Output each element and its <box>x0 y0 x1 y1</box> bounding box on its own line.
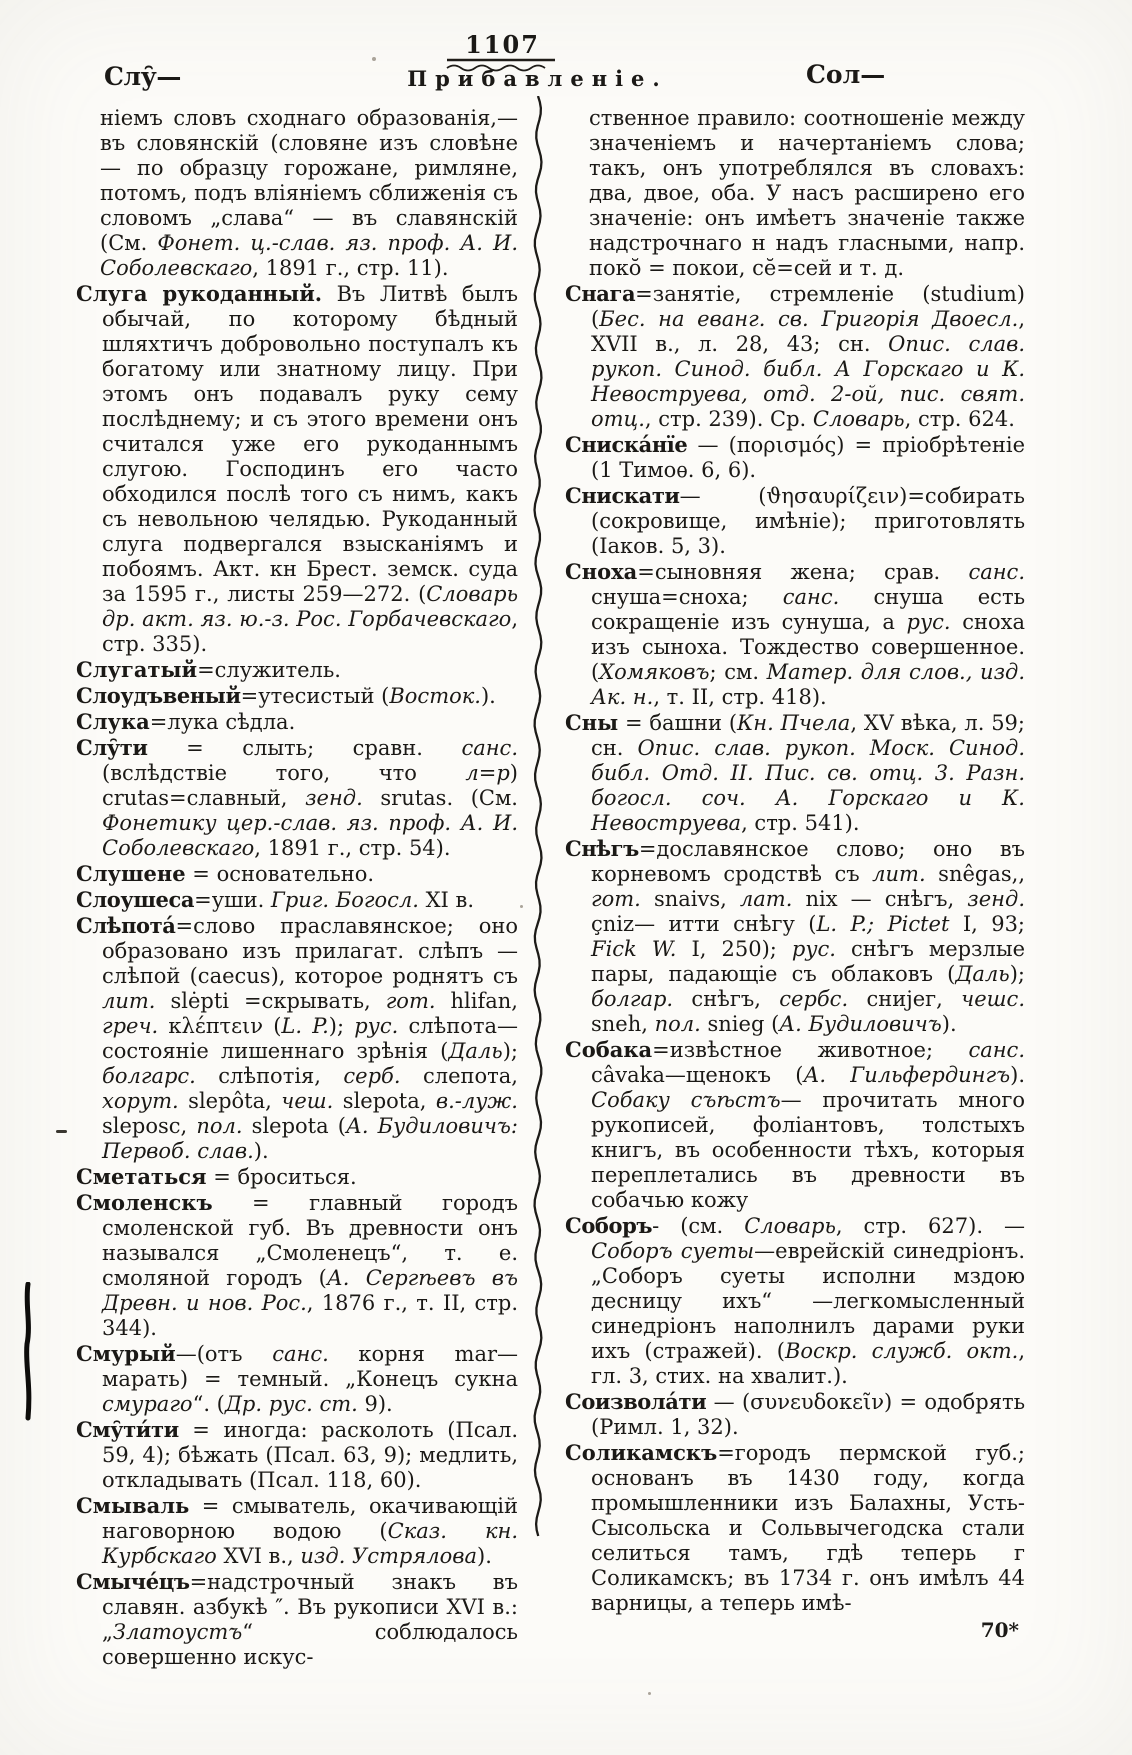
entry-text: =слово праславянское; оно образовано изъ прилагат. слѣпъ — слѣпой (caecus), которое роднятъ съ <box>102 914 518 988</box>
entry-citation: А. Гильфердингъ <box>803 1063 1011 1087</box>
entry-text: ) = пріобрѣтеніе (1 Тимоѳ. 6, 6). <box>591 433 1025 482</box>
entry-text: , 1891 г., стр. 11). <box>252 256 449 280</box>
entry-citation: Восток. <box>389 684 481 708</box>
entry-citation: рус. <box>906 610 951 634</box>
entry-text: , стр. 335). <box>102 607 518 656</box>
entry-text: snieg ( <box>700 1012 780 1036</box>
entry-text: , стр. 541). <box>741 811 860 835</box>
entry-text: ). <box>480 684 496 708</box>
entry-text: (вслѣдствіе того, что <box>102 761 466 785</box>
entry-text: ). <box>941 1012 957 1036</box>
entry-text: çniz— итти снѣгу ( <box>591 912 817 936</box>
entry-headword-slavonic: Сму̑ти́ти <box>76 1417 179 1442</box>
entry-text: ); <box>328 1014 355 1038</box>
entry-citation: рус. <box>791 937 836 961</box>
dictionary-entry <box>76 1164 518 1190</box>
entry-continuation <box>565 106 1025 281</box>
entry-text: снуша=сноха; <box>591 585 783 609</box>
entry-text: =дославянское слово; оно въ корневомъ сродствѣ съ <box>591 837 1025 886</box>
entry-citation: лат. <box>739 887 793 911</box>
entry-text: ). <box>477 1544 492 1568</box>
entry-headword: Смурый <box>76 1341 176 1366</box>
entry-text: =надстрочный знакъ въ славян. азбукѣ ″. Въ рукописи XVI в.: „ <box>102 1570 518 1644</box>
entry-text: =служитель. <box>197 658 341 682</box>
entry-citation: санс. <box>272 1342 329 1366</box>
entry-headword-slavonic: Соборъ <box>565 1213 653 1238</box>
entry-citation: L. P. <box>281 1014 329 1038</box>
entry-citation: Бес. на еванг. св. Григорія Двоесл. <box>599 307 1019 331</box>
entry-citation: смураго <box>102 1392 193 1416</box>
entry-text: — ( <box>687 433 737 457</box>
entry-text: Въ Литвѣ былъ обычай, по которому бѣдный шляхтичъ добровольно поступалъ къ богатому или знатному лицу. При этомъ онъ подавалъ руку сему послѣднему; и съ этого времени онъ считался уже его рукоданнымъ слугою. Господинъ его часто обходился послѣ того съ нимъ, какъ съ невольною челядью. Рукоданный слуга подвергался взысканіямъ и побоямъ. Акт. кн Брест. земск. суда за 1595 г., листы 259—272. ( <box>102 282 518 606</box>
entry-text: =утесистый ( <box>240 684 390 708</box>
entry-text: câvaka—щенокъ ( <box>591 1063 804 1087</box>
column-divider <box>531 96 547 1544</box>
entry-headword-slavonic: Слоушеса <box>76 887 195 912</box>
entry-text: = иногда: расколоть (Псал. 59, 4); бѣжать (Псал. 63, 9); медлить, откладывать (Псал. 118, 60). <box>102 1418 518 1492</box>
entry-greek: συνευδοκεῖν <box>750 1390 884 1414</box>
entry-headword: Соликамскъ <box>565 1440 718 1465</box>
entry-text: sleposc, <box>102 1114 197 1138</box>
entry-headword: Сны <box>565 710 619 735</box>
entry-text: I, 250); <box>676 937 792 961</box>
entry-text: ). <box>253 1139 269 1163</box>
dictionary-entry <box>76 861 518 887</box>
dictionary-entry <box>76 1341 518 1417</box>
entry-text: ственное правило: соотношеніе между значеніемъ и начертаніемъ слова; такъ, онъ употреблялся въ словахъ: два, двое, оба. У насъ расширено его значеніе: онъ имѣетъ значеніе также надстрочнаго н надъ гласными, напр. поко̆ = покои, сӗ=сей и т. д. <box>589 106 1025 280</box>
running-head-right: Сол— <box>806 60 886 89</box>
entry-citation: Словарь <box>744 1214 836 1238</box>
entry-headword-slavonic: Соизвола́ти <box>565 1389 707 1414</box>
entry-citation: Даль <box>955 962 1010 986</box>
entry-headword-slavonic: Снага <box>565 281 636 306</box>
entry-text: —еврейскій синедріонъ. „Соборъ суеты исполни мздою десницу ихъ“ —легкомысленный синедріонъ наполнилъ дарами руки ихъ (стражей). ( <box>591 1239 1025 1363</box>
entry-citation: рус. <box>354 1014 399 1038</box>
entry-citation: хорут. <box>102 1089 179 1113</box>
entry-citation: санс. <box>782 585 840 609</box>
entry-headword: Слушене <box>76 861 186 886</box>
entry-text: , 1876 г., т. II, стр. 344). <box>102 1291 519 1340</box>
entry-citation: болгар. <box>591 987 674 1011</box>
entry-text: = главный городъ смоленской губ. Въ древности онъ назывался „Смоленецъ“, т. е. смоляной городъ ( <box>102 1191 518 1290</box>
column-left <box>76 106 518 1670</box>
entry-text: слѣпотія, <box>195 1064 344 1088</box>
entry-text: сноха изъ сыноха. Тождество совершенное. ( <box>591 610 1025 684</box>
dictionary-entry <box>565 483 1025 559</box>
dictionary-entry <box>76 1569 518 1670</box>
entry-greek: πορισμός <box>736 433 837 457</box>
entry-headword: Слуга рукоданный. <box>76 281 323 306</box>
entry-headword-slavonic: Слоудъвеный <box>76 683 241 708</box>
dictionary-entry <box>565 559 1025 710</box>
entry-greek: ϑησαυρίζειν <box>766 484 900 508</box>
entry-citation: зенд. <box>305 786 363 810</box>
entry-citation: гот. <box>385 989 436 1013</box>
entry-text: - (см. <box>652 1214 745 1238</box>
entry-citation: греч. <box>102 1014 159 1038</box>
entry-text: = основательно. <box>185 862 375 886</box>
entry-citation: Фонетику цер.-слав. яз. проф. А. И. Соболевскаго <box>102 811 518 860</box>
entry-citation: L. P.; Pictet <box>816 912 950 936</box>
entry-citation: Словарь <box>812 407 905 431</box>
entry-citation: лит. <box>872 862 926 886</box>
entry-citation: зенд. <box>967 887 1025 911</box>
entry-citation: санс. <box>461 736 518 760</box>
scan-edge-artifact <box>24 1282 34 1422</box>
entry-citation: А. Сергѣевъ въ Древн. и нов. Рос. <box>102 1266 518 1315</box>
dictionary-entry <box>76 683 518 709</box>
entry-citation: л=p <box>465 761 510 785</box>
entry-text: снѣгъ, <box>673 987 780 1011</box>
entry-text: I, 93; <box>949 912 1026 936</box>
entry-citation: Фонет. ц.-слав. яз. проф. А. И. Соболевскаго <box>100 231 518 280</box>
entry-headword-slavonic: Сниска́нїе <box>565 432 688 457</box>
entry-text: =сыновняя жена; срав. <box>637 560 969 584</box>
entry-text: корня mar—марать) = темный. „Конецъ сукна <box>102 1342 519 1391</box>
scan-dash-artifact <box>56 1130 67 1133</box>
entry-text: снијег, <box>848 987 962 1011</box>
entry-text: = слыть; сравн. <box>147 736 462 760</box>
entry-text: — ( <box>706 1390 751 1414</box>
dictionary-entry <box>76 887 518 913</box>
entry-citation: Златоустъ <box>112 1620 243 1644</box>
entry-headword-slavonic: Снискати <box>565 483 680 508</box>
entry-citation: Хомяковъ <box>599 660 710 684</box>
entry-text: = броситься. <box>206 1165 357 1189</box>
entry-citation: санс. <box>968 560 1025 584</box>
entry-headword: Смоленскъ <box>76 1190 213 1215</box>
entry-text: =занятіе, стремленіе (studium) ( <box>591 282 1025 331</box>
entry-text: , гл. 3, стих. на хвалит.). <box>591 1339 1025 1388</box>
entry-headword-slavonic: Смыче́цъ <box>76 1569 190 1594</box>
entry-text: slepota ( <box>242 1114 346 1138</box>
entry-headword: Собака <box>565 1037 653 1062</box>
entry-text: slėpti =скрывать, <box>155 989 386 1013</box>
entry-text: srutas. (См. <box>362 786 518 810</box>
dictionary-entry <box>565 1037 1025 1213</box>
entry-citation: болгарс. <box>102 1064 196 1088</box>
entry-text: слепота, <box>400 1064 518 1088</box>
entry-citation: лит. <box>102 989 156 1013</box>
dictionary-entry <box>76 709 518 735</box>
entry-text: =уши. <box>194 888 271 912</box>
entry-text: снуша есть сокращеніе изъ сунуша, а <box>591 585 1025 634</box>
entry-text: hlifan, <box>435 989 518 1013</box>
entry-text: slepôta, <box>178 1089 282 1113</box>
entry-citation: А. Будиловичъ <box>779 1012 942 1036</box>
entry-citation: чеш. <box>281 1089 334 1113</box>
paper-speck <box>648 1692 651 1695</box>
entry-headword-slavonic: Слѣпота́ <box>76 913 176 938</box>
page-header-title: Прибавленіе. <box>407 66 668 91</box>
running-head-left: Слу̑— <box>104 62 181 91</box>
entry-citation: Опис. слав. рукоп. Синод. библ. А Горскаго и К. Невоструева, отд. 2-ой, пис. свят. отц. <box>591 332 1025 431</box>
page-number: 1107 <box>465 30 540 59</box>
entry-citation: Соборъ суеты <box>591 1239 755 1263</box>
dictionary-entry <box>565 432 1025 483</box>
entry-citation: Воскр. служб. окт. <box>784 1339 1019 1363</box>
entry-text: , стр. 624. <box>904 407 1015 431</box>
column-right-entries <box>565 106 1025 1616</box>
entry-text: ); <box>502 1039 518 1063</box>
dictionary-entry <box>565 836 1025 1037</box>
entry-text: слѣпота— состояніе лишеннаго зрѣнія ( <box>102 1014 518 1063</box>
dictionary-entry <box>76 1190 518 1341</box>
entry-headword-slavonic: Снѣгъ <box>565 836 639 861</box>
entry-text: 9). <box>357 1392 393 1416</box>
entry-text: =извѣстное животное; <box>652 1038 969 1062</box>
entry-headword: Слука <box>76 709 150 734</box>
column-right <box>565 106 1025 1643</box>
entry-text: , 1891 г., стр. 54). <box>254 836 451 860</box>
entry-citation: Матер. для слов., изд. Ак. н. <box>591 660 1026 709</box>
signature-mark: 70* <box>980 1618 1019 1642</box>
entry-headword: Слугатый <box>76 657 198 682</box>
entry-citation: Словарь др. акт. яз. ю.-з. Рос. Горбачевскаго <box>102 582 518 631</box>
entry-text: “. ( <box>192 1392 225 1416</box>
entry-text: снѣгъ мерзлые пары, падающіе съ облаковъ ( <box>591 937 1025 986</box>
entry-text: ; см. <box>709 660 767 684</box>
entry-text: XVI в., <box>216 1544 301 1568</box>
entry-text: snêgas,, <box>925 862 1025 886</box>
entry-citation: пол. <box>654 1012 701 1036</box>
entry-text: = смыватель, окачивающій наговорною водою ( <box>102 1494 518 1543</box>
entry-citation: серб. <box>343 1064 401 1088</box>
entry-continuation <box>76 106 518 281</box>
paper-speck <box>372 57 376 61</box>
entry-text: , XV вѣка, л. 59; сн. <box>591 711 1025 760</box>
entry-citation: гот. <box>591 887 641 911</box>
entry-text: = башни ( <box>618 711 738 735</box>
entry-citation: в.-луж. <box>435 1089 518 1113</box>
entry-text: )=собирать (сокровище, имѣніе); приготовлять (Іаков. 5, 3). <box>591 484 1025 558</box>
dictionary-entry <box>76 1417 518 1493</box>
entry-text: slepota, <box>333 1089 436 1113</box>
entry-greek: κλέπτειν <box>158 1014 274 1038</box>
dictionary-entry <box>76 913 518 1164</box>
entry-citation: Григ. Богосл. <box>270 888 419 912</box>
entry-text: snaivs, <box>640 887 740 911</box>
dictionary-entry <box>565 710 1025 836</box>
entry-headword: Сметаться <box>76 1164 207 1189</box>
entry-headword-slavonic: Слу̑ти <box>76 735 148 760</box>
entry-citation: Др. рус. ст. <box>224 1392 358 1416</box>
dictionary-entry <box>565 1440 1025 1616</box>
entry-headword: Сноха <box>565 559 638 584</box>
entry-text: —(отъ <box>175 1342 273 1366</box>
entry-citation: Собаку съѣстъ <box>591 1088 781 1112</box>
entry-citation: санс. <box>968 1038 1025 1062</box>
entry-text: =лука сѣдла. <box>149 710 296 734</box>
dictionary-entry <box>565 1213 1025 1389</box>
entry-citation: Даль <box>448 1039 503 1063</box>
entry-citation: Fick W. <box>591 937 677 961</box>
entry-citation: Кн. Пчела <box>737 711 851 735</box>
entry-text: , стр. 627). — <box>835 1214 1025 1238</box>
entry-citation: чешс. <box>961 987 1025 1011</box>
entry-text: nix — снѣгъ, <box>792 887 968 911</box>
entry-citation: изд. Устрялова <box>300 1544 477 1568</box>
entry-text: — прочитать много рукописей, фоліантовъ, толстыхъ книгъ, въ особенности тѣхъ, которыя переплетались въ древности въ собачью кожу <box>591 1088 1025 1212</box>
entry-headword: Смываль <box>76 1493 190 1518</box>
entry-text: “ соблюдалось совершенно искус- <box>102 1620 518 1669</box>
entry-text: , т. II, стр. 418). <box>653 685 827 709</box>
entry-text: ) = одобрять (Римл. 1, 32). <box>591 1390 1025 1439</box>
entry-text: sneh, <box>591 1012 655 1036</box>
entry-text: ) crutas=славный, <box>102 761 518 810</box>
entry-text: , стр. 239). Ср. <box>644 407 813 431</box>
entry-citation: сербс. <box>779 987 849 1011</box>
dictionary-entry <box>76 735 518 861</box>
entry-text: ( <box>273 1014 282 1038</box>
entry-text: ). <box>1010 1063 1025 1087</box>
entry-text: ); <box>1009 962 1025 986</box>
dictionary-entry <box>565 1389 1025 1440</box>
entry-citation: Опис. слав. рукоп. Моск. Синод. библ. Отд. II. Пис. св. отц. 3. Разн. богосл. соч. А. Горскаго и К. Невоструева <box>591 736 1026 835</box>
dictionary-entry <box>76 281 518 657</box>
dictionary-entry <box>76 657 518 683</box>
entry-text: , XVII в., л. 28, 43; сн. <box>591 307 1025 356</box>
dictionary-entry <box>565 281 1025 432</box>
entry-citation: А. Будиловичъ: Первоб. слав. <box>102 1114 518 1163</box>
entry-text: — ( <box>679 484 767 508</box>
entry-text: XI в. <box>418 888 475 912</box>
entry-citation: Сказ. кн. Курбскаго <box>102 1519 519 1568</box>
entry-text: =городъ пермской губ.; основанъ въ 1430 году, когда промышленники изъ Балахны, Усть-Сысольска и Сольвычегодска стали селиться тамъ, гдѣ теперь г Соликамскъ; въ 1734 г. онъ имѣлъ 44 варницы, а теперь имѣ- <box>591 1441 1025 1615</box>
dictionary-entry <box>76 1493 518 1569</box>
entry-citation: пол. <box>196 1114 243 1138</box>
entry-text: ніемъ словъ сходнаго образованія,— въ словянскій (словяне изъ словѣне — по образцу горожане, римляне, потомъ, подъ вліяніемъ сближенія съ словомъ „слава“ — въ славянскій (См. <box>100 106 518 255</box>
paper-speck <box>520 905 523 908</box>
